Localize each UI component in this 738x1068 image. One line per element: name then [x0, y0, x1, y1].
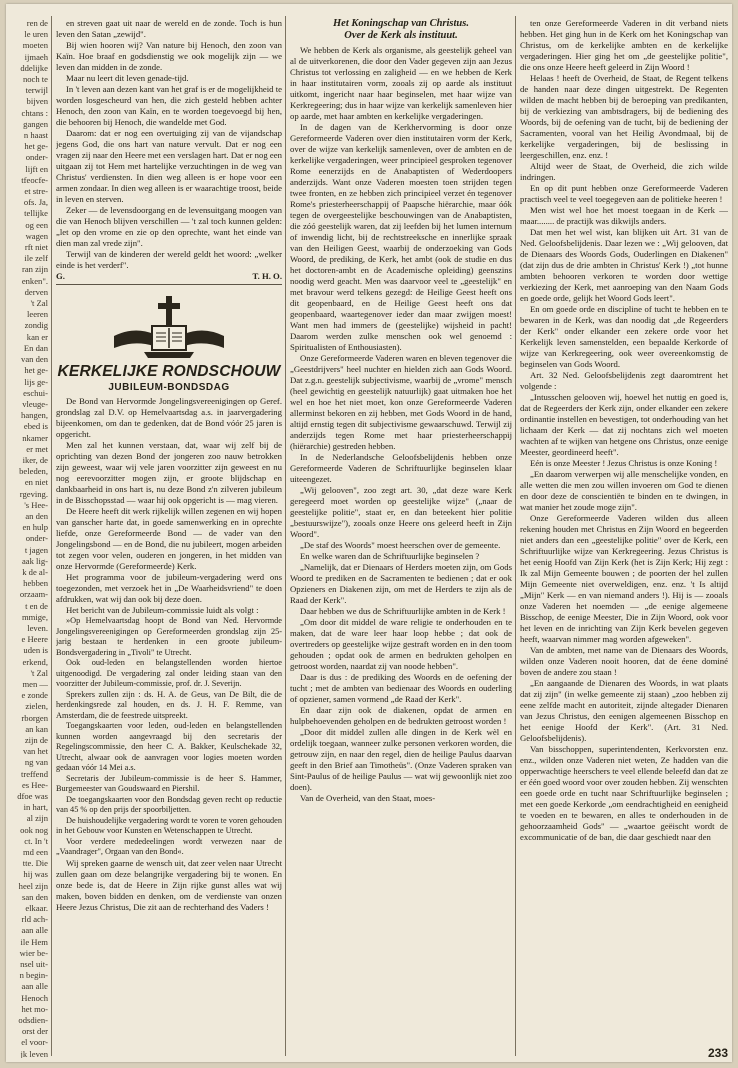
paragraph: Wij spreken gaarne de wensch uit, dat zeer velen naar Utrecht zullen gaan om deze belangrijke vergadering bij te wonen. En onze bede is, dat de Heere in Zijn rijke gunst alles wat wij maken, boven bidden en denken, om de verdienste van onzen Heere Jezus Christus, Die zit aan de rechterhand des Vaders ! — [56, 857, 282, 912]
paragraph: „Intusschen gelooven wij, hoewel het nuttig en goed is, dat de Regeerders der Kerk zijn, onder elkander een zekere ordinantie instellen en bevestigen, tot onderhouding van het lichaam der Kerk — dat zij nochtans zich wel moeten wachten af te wijken van hetgene ons Christus, onze eenige Meester, geordineerd heeft". — [520, 392, 728, 457]
fragment-line: og een — [25, 219, 48, 230]
fragment-line: ddelijke — [20, 62, 48, 73]
paragraph: Men wist wel hoe het moest toegaan in de Kerk — maar........ de practijk was dikwijls anders. — [520, 205, 728, 226]
fragment-line: en niet — [24, 477, 48, 488]
paragraph: Maar nu leert dit leven genade-tijd. — [66, 73, 189, 83]
fragment-line: ebed is — [23, 421, 48, 432]
fragment-line: rld ach- — [21, 914, 48, 925]
fragment-line: el voor- — [21, 1037, 48, 1048]
church-emblem-icon — [56, 289, 282, 361]
fragment-line: gangen — [23, 118, 48, 129]
page-number: 233 — [707, 1046, 728, 1060]
paragraph: Eén is onze Meester ! Jezus Christus is onze Koning ! — [530, 458, 718, 468]
paragraph: Onze Gereformeerde Vaderen wilden dus alleen rekening houden met Christus en Zijn Woord en begeerden niet anders dan een „geestelijke politie" over de Kerk, een Schriftuurlijke wijze van Kerkregeering. Jezus Christus is het eenig Hoofd van Zijn Kerk (het is Zijn Kerk; Hij zegt : Ik zal Mijn Gemeente bouwen ; de poorten der hel zullen Mijn Gemeente niet overweldigen, enz. enz. 't Is altijd „Mijn" Kerk — en van niemand anders !). Hij is — zooals onze Vaderen het noemden — „de eenige algemeene Bisschop, de eenige Meester, Die in Zijn Woord, ook voor het leven en de inrichting van Zijn Kerk bevelen gegeven heeft, waarvan nimmer mag worden afgeweken". — [520, 513, 728, 644]
paragraph: Het programma voor de jubileum-vergadering werd ons toegezonden, met verzoek het in „De Waarheidsvriend" te doen afdrukken, wat wij dan ook bij deze doen. — [56, 572, 282, 604]
column-two — [290, 18, 512, 1058]
fragment-line: ng van — [24, 757, 48, 768]
fragment-line: men — — [22, 678, 48, 689]
newspaper-page — [6, 4, 732, 1062]
paragraph: Bij wien hooren wij? Van nature bij Henoch, den zoon van Kaïn. Hoe braaf en godsdienstig we ook mogelijk zijn — we leven dan midden in de zonde. — [56, 40, 282, 72]
fragment-line: En dan — [23, 342, 48, 353]
fragment-line: noch te — [22, 74, 48, 85]
paragraph: „En daarom verwerpen wij alle menschelijke vonden, en alle wetten die men zou willen invoeren om God te dienen en door deze de conscientiën te binden en te dwingen, in wat manier het zoude moge zijn". — [520, 469, 728, 512]
paragraph: De toegangskaarten voor den Bondsdag geven recht op reductie van 45 % op den prijs der spoorbiljetten. — [56, 794, 282, 814]
paragraph: Het bericht van de Jubileum-commissie luidt als volgt : — [66, 605, 259, 615]
paragraph: Ook oud-leden en belangstellenden worden hiertoe uitgenoodigd. De vergadering zal onder leiding staan van den voorzitter der Jubileum-commissie, prof. dr. J. Severijn. — [56, 658, 282, 688]
fragment-line: san den — [21, 891, 48, 902]
paragraph: Toegangskaarten voor leden, oud-leden en belangstellenden kunnen worden aangevraagd bij den secretaris der Regelingscommissie, den heer C. A. Bakker, Keulschekade 32, Utrecht, alwaar ook de aanvragen voor logies moeten worden gedaan vóór 14 Mei a.s. — [56, 721, 282, 772]
fragment-line: e Heere — [21, 634, 48, 645]
paragraph: Daar is dus : de prediking des Woords en de oefening der tucht ; met de ambten van bedienaar des Woords en ouderling of opziener, samen vormend „de Raad der Kerk". — [290, 672, 512, 704]
paragraph: Van bisschoppen, superintendenten, Kerkvorsten enz. enz., wilden onze Vaderen niet weten, Ze hadden van die opperwachtige heerschers te veel ellende beleefd dan dat ze er één goed woord voor over zouden hebben. Zij wenschten een goede orde en tucht naar Schriftuurlijke beginselen ; met een goede Kerkorde „om eendrachtigheid en eenigheid te voeden en te bewaren, en alles te onderhouden in de gehoorzaamheid Gods" — „waartoe geëischt wordt de excommunicatie of de ban, die daar geschiedt naar den — [520, 744, 728, 842]
left-fragment-column — [8, 18, 48, 1058]
fragment-line: er met — [26, 443, 48, 454]
paragraph: We hebben de Kerk als organisme, als geestelijk geheel van al de uitverkorenen, die door den Vader gegeven zijn aan Jezus Christus tot verlossing en zaligheid — en we hebben de Kerk in haar institutairen vorm, zooals zij op aarde als instituut uitkomt, ingericht naar haar beginselen, met haar wijze van Kerkregeering; dus in haar wijze van kerkelijk samenleven hier op aarde, met haar ambten en kerkelijke vergaderingen. — [290, 45, 512, 121]
fragment-line: k de al- — [22, 566, 48, 577]
fragment-line: ofs. Ja, — [23, 197, 48, 208]
fragment-line: nkamer — [22, 432, 48, 443]
fragment-line: ile Hem — [20, 936, 48, 947]
fragment-line: ijmaeh — [24, 51, 48, 62]
paragraph: In de Nederlandsche Geloofsbelijdenis hebben onze Gereformeerde Vaderen de Schriftuurlijke beginselen klaar uiteengezet. — [290, 452, 512, 484]
paragraph: Van de ambten, met name van de Dienaars des Woords, wilden onze Vaderen nooit hooren, dat de éene dominé boven de andere zou staan ! — [520, 645, 728, 677]
fragment-line: het ge- — [24, 365, 48, 376]
section-title: KERKELIJKE RONDSCHOUW — [57, 363, 281, 380]
fragment-line: hebben — [23, 578, 48, 589]
section-subtitle: JUBILEUM-BONDSDAG — [108, 382, 230, 393]
paragraph: en streven gaat uit naar de wereld en de zonde. Toch is hun leven den Satan „zewijd". — [56, 18, 282, 39]
paragraph: „De staf des Woords" moest heerschen over de gemeente. — [300, 540, 501, 550]
paragraph: Daarom: dat er nog een overtuiging zij van de vijandschap jegens God, die ons hart van nature vervult. Dat er nog een vragen zij naar den Heere met een verslagen hart. Dat er nog een uitgaan zij tot Hem met hartelijke verzuchtingen in de weg van Christus' verdiensten. In dien weg alleen is er hope voor een armen zondaar. In dien weg alleen is er waarachtige troost, beide in leven en sterven. — [56, 128, 282, 204]
paragraph: Sprekers zullen zijn : ds. H. A. de Geus, van De Bilt, die de herdenkingsrede zal houden, en ds. J. H. F. Remme, van Amsterdam, die de feestrede uitspreekt. — [56, 689, 282, 720]
paragraph: En op dit punt hebben onze Gereformeerde Vaderen practisch veel te veel toegegeven aan de politieke heeren ! — [520, 183, 728, 204]
paragraph: Altijd weer de Staat, de Overheid, die zich wilde indringen. — [520, 161, 728, 182]
fragment-line: heel zijn — [18, 880, 48, 891]
paragraph: En welke waren dan de Schriftuurlijke beginselen ? — [300, 551, 480, 561]
fragment-line: onder- — [25, 152, 48, 163]
fragment-line: n begin- — [19, 970, 48, 981]
article-heading-line2: Over de Kerk als instituut. — [344, 30, 458, 41]
fragment-line: lijs ge- — [24, 376, 48, 387]
fragment-line: nsel uit- — [20, 959, 48, 970]
paragraph: De Bond van Hervormde Jongelingsvereenigingen op Geref. grondslag zal D.V. op Hemelvaartsdag a.s. in jaarvergadering bijeenkomen, om dan te gedenken, dat de Bond vóór 25 jaren is opgericht. — [56, 396, 282, 439]
fragment-line: leven. — [27, 622, 48, 633]
fragment-line: het ge- — [24, 141, 48, 152]
column-rule — [285, 16, 286, 1056]
fragment-line: es Hee- — [21, 779, 48, 790]
fragment-line: beleden, — [19, 466, 48, 477]
fragment-line: wier be- — [19, 947, 48, 958]
fragment-line: aak lig- — [21, 555, 48, 566]
fragment-line: e zonde — [21, 690, 48, 701]
fragment-line: t jagen — [24, 544, 48, 555]
fragment-line: terwijl — [25, 85, 48, 96]
fragment-line: et stre- — [24, 186, 48, 197]
paragraph: »Op Hemelvaartsdag hoopt de Bond van Ned. Hervormde Jongelingsvereenigingen op Gereformeerden grondslag zijn 25-jarig bestaan te herdenken in een groote jubileum-Bondsvergadering in „Tivoli" te Utrecht. — [56, 616, 282, 657]
fragment-line: rborgen — [21, 712, 48, 723]
paragraph: Voor verdere mededeelingen wordt verwezen naar de „Vaandrager", Orgaan van den Bond«. — [56, 836, 282, 856]
fragment-line: aan alle — [21, 981, 48, 992]
signature-author: T. H. O. — [252, 271, 282, 281]
fragment-line: al zijn — [26, 813, 48, 824]
fragment-line: vleuge- — [22, 398, 48, 409]
fragment-line: derven — [24, 286, 48, 297]
paragraph: Daar hebben we dus de Schriftuurlijke ambten in de Kerk ! — [300, 606, 506, 616]
article-heading — [290, 18, 512, 42]
fragment-line: ran zijn — [21, 264, 48, 275]
fragment-line: rft niet — [24, 242, 48, 253]
paragraph: Art. 32 Ned. Geloofsbelijdenis zegt daaromtrent het volgende : — [520, 370, 728, 391]
article-heading-line1: Het Koningschap van Christus. — [333, 18, 469, 29]
paragraph: „En aangaande de Dienaren des Woords, in wat plaats dat zij zijn" (in welke gemeente zij staan) „zoo hebben zij eene zelfde macht en autoriteit, zijnde altegader Dienaren van Jezus Christus, den eenigen algemeenen Bisschop en het eenige Hoofd der Kerk". (Art. 31 Ned. Geloofsbelijdenis). — [520, 678, 728, 743]
fragment-line: onder- — [25, 533, 48, 544]
paragraph: „Door dit middel zullen alle dingen in de Kerk wèl en ordelijk toegaan, wanneer zulke personen verkoren worden, die getrouw zijn, en naar den regel, dien de heilige Paulus daarvan geeft in den Brief aan Timotheüs". (Onze Vaderen spraken van Sint-Paulus of de heilige Paulus — wat wij gewoonlijk niet zoo doen). — [290, 727, 512, 792]
fragment-line: le uren — [24, 29, 48, 40]
fragment-line: lijft en — [25, 163, 48, 174]
fragment-line: mmige, — [21, 611, 48, 622]
fragment-line: ook nog — [20, 824, 48, 835]
fragment-line: wagen — [25, 230, 48, 241]
paragraph: Dat men het wel wist, kan blijken uit Art. 31 van de Ned. Geloofsbelijdenis. Daar lezen we : „Wij gelooven, dat de Dienaars des Woords Gods, Ouderlingen en Diakenen" (dat zijn dus de drie ambten in Christus' Kerk !) „tot hunne ambten behooren verkoren te worden door wettige verkiezing der Kerk, met aanroeping van den Naam Gods en goede orde, gelijk het Woord Gods leert". — [520, 227, 728, 303]
fragment-line: odsdien- — [18, 1015, 48, 1026]
column-rule — [515, 16, 516, 1056]
paragraph: Helaas ! heeft de Overheid, de Staat, de Regent telkens de handen naar deze dingen uitgestrekt. De Regenten wilden de macht hebben bij de beroeping van predikanten, bij de verkiezing van ambtsdragers, bij de bediening des Woords, bij de oefening van de tucht, bij de bediening der Sacramenten, vooral van het Heilig Avondmaal, bij de kerkelijke vergaderingen, bij de beslissing in leergeschillen, enz. enz. ! — [520, 73, 728, 160]
fragment-line: in hart, — [23, 802, 48, 813]
fragment-line: orzaam- — [19, 589, 48, 600]
column-rule — [51, 16, 52, 1056]
fragment-line: ren de — [26, 18, 48, 28]
fragment-line: bijven — [26, 96, 48, 107]
fragment-line: Henoch — [21, 992, 48, 1003]
fragment-line: hij was — [23, 869, 48, 880]
column-one — [56, 18, 282, 1058]
fragment-line: ct. In 't — [24, 835, 48, 846]
paragraph: En om goede orde en discipline of tucht te hebben en te bewaren in de Kerk, was dan noodig dat „de Regeerders der Kerk" onder elkander een zekere orde voor het Kerkelijk leven samenstelden, een bepaalde Kerkorde of wijze van Kerkregeering, ook weer overeenkomstig de beginselen van Gods Woord. — [520, 304, 728, 369]
fragment-line: erkend, — [22, 656, 48, 667]
fragment-line: uden is — [23, 645, 48, 656]
fragment-line: van het — [22, 746, 48, 757]
fragment-line: leeren — [27, 309, 48, 320]
fragment-line: elkaar. — [25, 903, 48, 914]
fragment-line: n haast — [23, 130, 48, 141]
fragment-line: 't Zal — [30, 298, 48, 309]
fragment-line: orst der — [21, 1026, 48, 1037]
paragraph: De Heere heeft dit werk rijkelijk willen zegenen en wij hopen van ganscher harte dat, in goede samenwerking en in oprechte liefde, onze Gereformeerde Bond — de vader van den Jongelingsbond — en de Bond, die nu jubileert, mogen arbeiden tot zegen voor velen, ouderen en jongeren, in het midden van onze Hervormde (Gereformeerde) Kerk. — [56, 506, 282, 571]
fragment-line: rgeving. — [19, 488, 48, 499]
fragment-line: chtans : — [21, 107, 48, 118]
paragraph: ten onze Gereformeerde Vaderen in dit verband niets hebben. Het ging hun in de Kerk om het Koningschap van Christus, om de kerkelijke ambten en de kerkelijke vergaderingen. Hier ging het om „de geestelijke politie", die ons onze Heere heeft geleerd in Zijn Woord ! — [520, 18, 728, 72]
fragment-line: ile zelf — [24, 253, 48, 264]
paragraph: „Om door dit middel de ware religie te onderhouden en te maken, dat de ware leer haar loop hebbe ; dat ook de overtreders op geestelijke wijze gestraft worden en in den toom gehouden ; opdat ook de armen en bedrukten geholpen en getroost worden, naardat zij van noode hebben". — [290, 617, 512, 671]
fragment-line: van den — [21, 354, 48, 365]
fragment-line: dfoe was — [17, 791, 48, 802]
paragraph: Terwijl van de kinderen der wereld geldt het woord: „welker einde is het verderf". — [56, 249, 282, 270]
paragraph: De huishoudelijke vergadering wordt te voren te voren gehouden in het Gebouw voor Kunsten en Wetenschappen te Utrecht. — [56, 815, 282, 835]
fragment-line: moeten — [22, 40, 48, 51]
fragment-line: tellijke — [24, 208, 48, 219]
fragment-line: zielen, — [25, 701, 48, 712]
paragraph: Zeker — de levensdoorgang en de levensuitgang moogen van die van Henoch blijven verschillen — 't zal toch kunnen gelden: „let op den vrome en zie op den oprechte, want het einde van dien man zal vrede zijn". — [56, 205, 282, 248]
fragment-line: enken". — [21, 275, 48, 286]
paragraph: In 't leven aan dezen kant van het graf is er de mogelijkheid te worden losgescheurd van hen, die zich gesteld hebben achter Henoch, den zoon van Kaïn, en te worden toegevoegd bij hen, die behooren bij Henoch, die wandelde met God. — [56, 84, 282, 127]
paragraph: En daar zijn ook de diakenen, opdat de armen en hulpbehoevenden geholpen en de bedrukten getroost worden ! — [290, 705, 512, 726]
fragment-line: 't Zal — [30, 667, 48, 678]
fragment-line: md een — [22, 847, 48, 858]
fragment-line: hangen, — [21, 410, 48, 421]
paragraph: Secretaris der Jubileum-commissie is de heer S. Hammer, Burgemeester van Goudswaard en Piershil. — [56, 773, 282, 793]
paragraph: In de dagen van de Kerkhervorming is door onze Gereformeerde Vaderen over dien institutairen vorm der Kerk, over de wijze van kerkelijk samenleven, over de ambten en de kerkelijke vergaderingen, weer principieel gesproken tegenover Rome eenerzijds en de Anabaptisten of Wederdoopers anderzijds. Want onze Vaderen moesten toen strijden tegen twee fronten, en ze hebben zich principieel verzet én tegenover Rome's priesterheerschappij of Paapsche hiërarchie, maar óók tegen de overgeestelijke beschouwingen van de Anabaptisten, die zóó geestelijk waren, dat zij leefden bij het lumen internum of inwendig licht, bij de rechtstreeksche en innerlijke spraak van den Heiligen Geest, waarbij de onderzoeking van Gods Woord, de prediking, de Kerk, het ambt (ook de studie en dus het doctoren-ambt en de Academische opleiding) geenszins noodig werd geacht. Men was daarvoor veel te „geestelijk" en met bravour werd telkens gezegd: de Heilige Geest heeft ons dit geopenbaard, en de Heilige Geest heeft ons dat geopenbaard, waartegenover ieder dan maar zwijgen moest! Want men had immers de (geestelijke) wijsheid in pacht! Daarom werden zulke menschen ook wel genoemd : Spiritualisten of Enthousiasten). — [290, 122, 512, 352]
divider — [56, 284, 282, 285]
paragraph: Men zal het kunnen verstaan, dat, waar wij zelf bij de oprichting van dezen Bond der jongeren zoo nauw betrokken zijn geweest, waar wij vele jaren voorzitter zijn geweest en nu nog eerevoorzitter mogen zijn, er groote blijdschap en dankbaarheid in ons hart is, nu deze Bond z'n zilveren jubileum in de Bisschopsstad — waar hij ook opgericht is — mag vieren. — [56, 440, 282, 505]
paragraph: „Namelijk, dat er Dienaars of Herders moeten zijn, om Gods Woord te prediken en de Sacramenten te bedienen ; dat er ook Opzieners en Diakenen zijn, om met de Herders te zijn als de Raad der Kerk". — [290, 562, 512, 605]
fragment-line: 's Hee- — [24, 499, 48, 510]
signature-initial: G. — [56, 271, 65, 281]
paragraph: Onze Gereformeerde Vaderen waren en bleven tegenover die „Geestdrijvers" heel nuchter en hielden zich aan Gods Woord. Dat z.g.n. geestelijk subjectivisme, waarbij de „vrome" mensch (heel gewichtig en geestelijk natuurlijk) gaat uitmaken hoe het wel en hoe het niet moet, kon onze Gereformeerde Vaderen allerminst bekoren en zij hebben, met Gods Woord in de hand, altijd ernstig tegen dit subjectivisme gewaarschuwd. Terwijl zij anderzijds tegen Rome met haar priesterheerschappij (hiërarchie) gestreden hebben. — [290, 353, 512, 451]
fragment-line: treffend — [20, 768, 48, 779]
column-three — [520, 18, 728, 1058]
fragment-line: eschui- — [23, 387, 48, 398]
fragment-line: het mo- — [21, 1003, 48, 1014]
fragment-line: zijn de — [24, 735, 48, 745]
fragment-line: t en de — [25, 600, 48, 611]
fragment-line: iker, de — [22, 454, 48, 465]
paragraph: Van de Overheid, van den Staat, moes- — [300, 793, 436, 803]
fragment-line: kan er — [26, 331, 48, 342]
fragment-line: tte. Die — [22, 858, 48, 869]
fragment-line: en hulp — [22, 522, 48, 533]
fragment-line: an den — [25, 510, 48, 521]
paragraph: „Wij gelooven", zoo zegt art. 30, „dat deze ware Kerk geregeerd moet worden op geestelijke wijze" („naar de geestelijke politie", staat er, en dan beteekent hier politie „bestuurswijze"), zooals onze Heere ons geleerd heeft in Zijn Woord". — [290, 485, 512, 539]
fragment-line: jk leven — [20, 1048, 48, 1058]
signature-line — [56, 271, 282, 282]
fragment-line: tfeocfe- — [21, 174, 48, 185]
fragment-line: an kan — [25, 723, 48, 734]
fragment-line: aan alle — [21, 925, 48, 936]
fragment-line: zondig — [24, 320, 48, 331]
